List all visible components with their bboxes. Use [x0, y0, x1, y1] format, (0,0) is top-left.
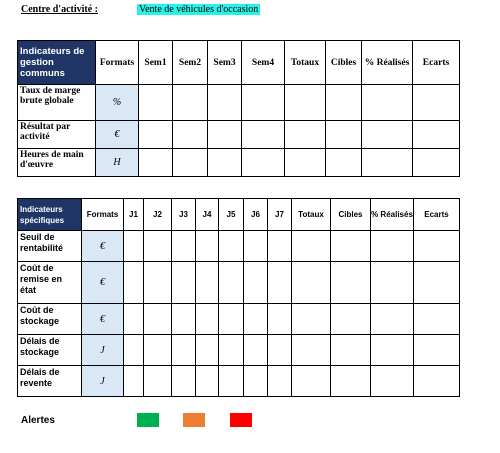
data-cell[interactable] [414, 262, 460, 304]
common-indicators-table [17, 40, 460, 177]
data-cell[interactable] [144, 304, 172, 335]
data-cell[interactable] [331, 262, 371, 304]
data-cell[interactable] [144, 231, 172, 262]
column-header: Totaux [292, 199, 331, 231]
specific-indicators-table [17, 198, 460, 397]
format-cell: € [96, 121, 139, 149]
format-cell: J [82, 335, 124, 366]
column-header: Formats [96, 41, 139, 85]
data-cell[interactable] [124, 304, 144, 335]
column-header: Totaux [285, 41, 326, 85]
data-cell[interactable] [331, 335, 371, 366]
row-label: Délais de stockage [18, 335, 82, 366]
row-label: Seuil de rentabilité [18, 231, 82, 262]
column-header: J5 [219, 199, 244, 231]
alert-orange-swatch [183, 413, 205, 427]
data-cell[interactable] [244, 262, 268, 304]
data-cell[interactable] [268, 335, 292, 366]
data-cell[interactable] [244, 304, 268, 335]
activity-center-label: Centre d'activité : [21, 4, 99, 15]
table-row [18, 304, 460, 335]
format-cell: € [82, 231, 124, 262]
data-cell[interactable] [242, 121, 285, 149]
data-cell[interactable] [331, 366, 371, 397]
data-cell[interactable] [172, 231, 196, 262]
data-cell[interactable] [414, 366, 460, 397]
table-row [18, 335, 460, 366]
data-cell[interactable] [362, 149, 413, 177]
data-cell[interactable] [371, 304, 414, 335]
data-cell[interactable] [268, 366, 292, 397]
data-cell[interactable] [242, 149, 285, 177]
data-cell[interactable] [413, 121, 460, 149]
column-header: J6 [244, 199, 268, 231]
column-header: Sem2 [173, 41, 208, 85]
column-header: Sem1 [139, 41, 173, 85]
data-cell[interactable] [244, 366, 268, 397]
data-cell[interactable] [414, 335, 460, 366]
table-header-row [18, 199, 460, 231]
table-row [18, 262, 460, 304]
data-cell[interactable] [285, 85, 326, 121]
data-cell[interactable] [139, 121, 173, 149]
column-header: Cibles [326, 41, 362, 85]
data-cell[interactable] [219, 366, 244, 397]
data-cell[interactable] [124, 231, 144, 262]
column-header: J3 [172, 199, 196, 231]
column-header: J1 [124, 199, 144, 231]
data-cell[interactable] [292, 335, 331, 366]
data-cell[interactable] [268, 262, 292, 304]
column-header: Sem3 [208, 41, 242, 85]
row-label: Résultat par activité [18, 121, 96, 149]
data-cell[interactable] [144, 366, 172, 397]
data-cell[interactable] [196, 304, 219, 335]
data-cell[interactable] [124, 366, 144, 397]
row-label: Délais de revente [18, 366, 82, 397]
data-cell[interactable] [371, 335, 414, 366]
data-cell[interactable] [196, 335, 219, 366]
format-cell: € [82, 262, 124, 304]
data-cell[interactable] [173, 149, 208, 177]
data-cell[interactable] [219, 262, 244, 304]
data-cell[interactable] [292, 366, 331, 397]
data-cell[interactable] [413, 149, 460, 177]
format-cell: % [96, 85, 139, 121]
column-header: % Réalisés [371, 199, 414, 231]
data-cell[interactable] [371, 262, 414, 304]
data-cell[interactable] [244, 231, 268, 262]
table-row [18, 121, 460, 149]
data-cell[interactable] [124, 262, 144, 304]
data-cell[interactable] [292, 262, 331, 304]
format-cell: H [96, 149, 139, 177]
column-header: Formats [82, 199, 124, 231]
data-cell[interactable] [172, 304, 196, 335]
data-cell[interactable] [285, 149, 326, 177]
data-cell[interactable] [362, 121, 413, 149]
data-cell[interactable] [208, 85, 242, 121]
column-header: % Réalisés [362, 41, 413, 85]
column-header: Ecarts [414, 199, 460, 231]
alerts-legend [21, 413, 281, 429]
data-cell[interactable] [414, 304, 460, 335]
table-row [18, 231, 460, 262]
data-cell[interactable] [362, 85, 413, 121]
data-cell[interactable] [196, 231, 219, 262]
column-header: J7 [268, 199, 292, 231]
alerts-label: Alertes [21, 415, 55, 426]
row-label: Coût de remise en état [18, 262, 82, 304]
data-cell[interactable] [292, 304, 331, 335]
data-cell[interactable] [124, 335, 144, 366]
column-header: Cibles [331, 199, 371, 231]
data-cell[interactable] [414, 231, 460, 262]
corner-header: Indicateurs de gestion communs [18, 41, 96, 85]
data-cell[interactable] [173, 121, 208, 149]
data-cell[interactable] [285, 121, 326, 149]
data-cell[interactable] [268, 304, 292, 335]
alert-red-swatch [230, 413, 252, 427]
data-cell[interactable] [219, 304, 244, 335]
column-header: Ecarts [413, 41, 460, 85]
table-row [18, 149, 460, 177]
data-cell[interactable] [371, 231, 414, 262]
data-cell[interactable] [139, 149, 173, 177]
row-label: Taux de marge brute globale [18, 85, 96, 121]
data-cell[interactable] [371, 366, 414, 397]
data-cell[interactable] [208, 121, 242, 149]
data-cell[interactable] [326, 149, 362, 177]
data-cell[interactable] [172, 262, 196, 304]
data-cell[interactable] [172, 366, 196, 397]
data-cell[interactable] [196, 262, 219, 304]
data-cell[interactable] [244, 335, 268, 366]
data-cell[interactable] [144, 335, 172, 366]
data-cell[interactable] [413, 85, 460, 121]
table-row [18, 85, 460, 121]
column-header: J2 [144, 199, 172, 231]
format-cell: € [82, 304, 124, 335]
data-cell[interactable] [242, 85, 285, 121]
table-row [18, 366, 460, 397]
row-label: Coût de stockage [18, 304, 82, 335]
data-cell[interactable] [219, 335, 244, 366]
data-cell[interactable] [219, 231, 244, 262]
data-cell[interactable] [331, 231, 371, 262]
data-cell[interactable] [173, 85, 208, 121]
alert-green-swatch [137, 413, 159, 427]
activity-center-value[interactable]: Vente de véhicules d'occasion [139, 4, 259, 15]
row-label: Heures de main d'œuvre [18, 149, 96, 177]
data-cell[interactable] [196, 366, 219, 397]
column-header: J4 [196, 199, 219, 231]
data-cell[interactable] [326, 121, 362, 149]
data-cell[interactable] [208, 149, 242, 177]
data-cell[interactable] [144, 262, 172, 304]
format-cell: J [82, 366, 124, 397]
data-cell[interactable] [139, 85, 173, 121]
table-header-row [18, 41, 460, 85]
data-cell[interactable] [326, 85, 362, 121]
data-cell[interactable] [292, 231, 331, 262]
column-header: Sem4 [242, 41, 285, 85]
data-cell[interactable] [172, 335, 196, 366]
data-cell[interactable] [268, 231, 292, 262]
corner-header: Indicateurs spécifiques [18, 199, 82, 231]
data-cell[interactable] [331, 304, 371, 335]
